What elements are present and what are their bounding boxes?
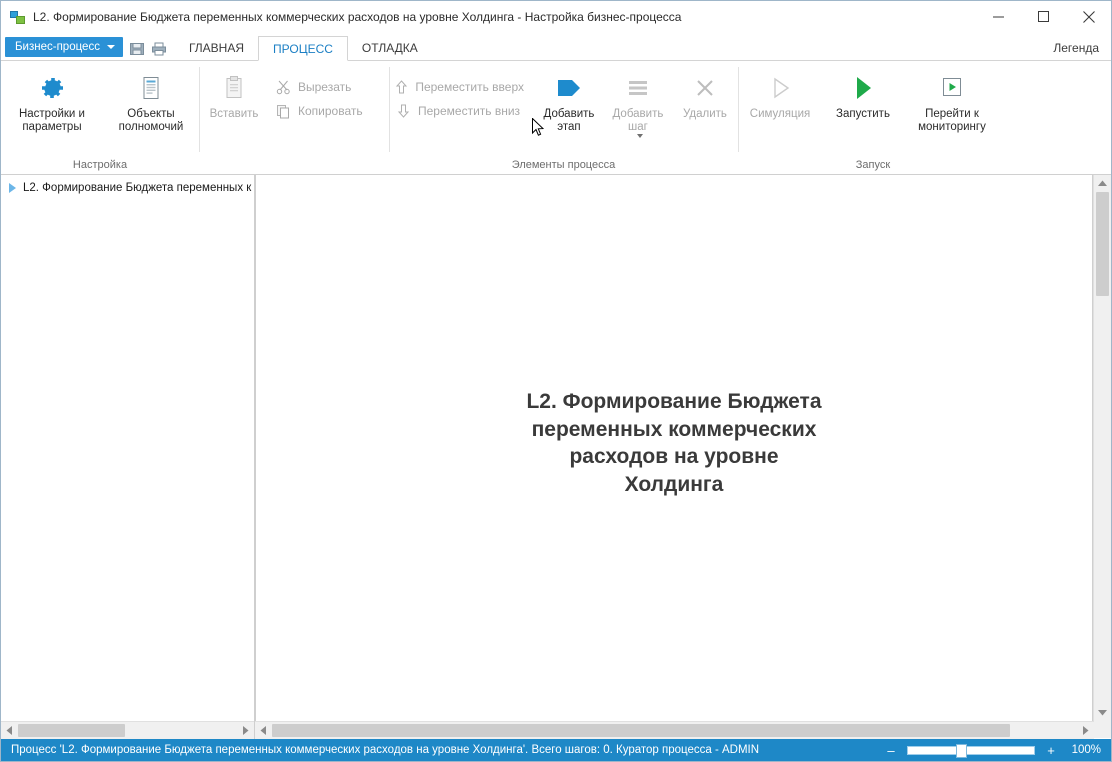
tab-main-label: ГЛАВНАЯ xyxy=(188,40,244,55)
canvas-vertical-scrollbar[interactable] xyxy=(1093,175,1111,721)
quick-access-toolbar xyxy=(129,41,175,57)
arrow-down-icon xyxy=(393,104,413,118)
move-down-button xyxy=(389,99,534,123)
chevron-down-icon xyxy=(107,45,115,49)
process-title: L2. Формирование Бюджета переменных коммерческих расходов на уровне Холдинга xyxy=(526,390,822,496)
delete-button xyxy=(672,65,738,139)
zoom-slider-rail xyxy=(907,746,1035,755)
ribbon-group-setup xyxy=(1,61,199,174)
tab-debug[interactable] xyxy=(348,35,432,60)
scroll-right-arrow-icon[interactable] xyxy=(237,722,254,739)
paste-label: Вставить xyxy=(209,108,259,120)
app-icon xyxy=(10,9,26,25)
tree-item-label: L2. Формирование Бюджета переменных к xyxy=(23,182,252,194)
ribbon-group-setup-label: Настройка xyxy=(72,159,128,171)
gear-icon xyxy=(38,71,66,105)
zoom-slider-handle[interactable] xyxy=(956,744,967,758)
process-tree-pane xyxy=(1,175,255,739)
process-tree xyxy=(1,175,254,721)
zoom-controls xyxy=(884,744,1111,757)
scroll-right-arrow-icon[interactable] xyxy=(1077,722,1094,739)
blue-arrow-icon xyxy=(554,71,584,105)
zoom-level-label: 100% xyxy=(1071,744,1101,756)
canvas-vscroll-track[interactable] xyxy=(1094,192,1111,704)
add-stage-button[interactable] xyxy=(534,65,604,139)
add-step-button xyxy=(604,65,672,139)
add-step-label: Добавить шаг xyxy=(612,108,664,133)
status-bar xyxy=(1,739,1111,761)
close-button[interactable] xyxy=(1066,1,1111,32)
simulation-button xyxy=(738,65,822,139)
process-canvas[interactable] xyxy=(255,175,1093,721)
play-outline-icon xyxy=(767,71,793,105)
maximize-button[interactable] xyxy=(1021,1,1066,32)
diagram-pane xyxy=(255,175,1111,739)
tab-process-label: ПРОЦЕСС xyxy=(273,41,333,56)
copy-icon xyxy=(273,104,293,119)
paste-button xyxy=(199,65,269,139)
tree-hscroll-track[interactable] xyxy=(18,722,237,739)
ribbon-group-clipboard xyxy=(199,61,389,174)
delete-label: Удалить xyxy=(683,108,727,120)
document-icon xyxy=(137,71,165,105)
copy-label: Копировать xyxy=(298,104,363,118)
go-to-monitoring-label: Перейти к мониторингу xyxy=(918,108,986,133)
settings-and-parameters-label: Настройки и параметры xyxy=(18,108,85,133)
move-up-button xyxy=(389,75,534,99)
tree-item-process[interactable] xyxy=(1,179,254,197)
ribbon-tabs xyxy=(175,34,432,60)
simulation-label: Симуляция xyxy=(749,108,811,120)
lines-icon xyxy=(624,71,652,105)
minimize-button[interactable] xyxy=(976,1,1021,32)
scroll-up-arrow-icon[interactable] xyxy=(1094,175,1111,192)
zoom-in-button[interactable]: + xyxy=(1047,742,1055,758)
cut-button xyxy=(269,75,373,99)
clipboard-icon xyxy=(220,71,248,105)
green-play-icon xyxy=(850,71,876,105)
cross-icon xyxy=(692,71,718,105)
ribbon-group-launch xyxy=(738,61,1008,174)
move-up-label: Переместить вверх xyxy=(415,80,524,94)
workspace xyxy=(1,175,1111,739)
add-stage-label: Добавить этап xyxy=(543,108,595,133)
business-process-menu-button[interactable] xyxy=(5,37,123,57)
print-icon[interactable] xyxy=(151,41,167,57)
tree-hscroll-thumb[interactable] xyxy=(18,724,125,737)
zoom-slider[interactable] xyxy=(907,744,1035,757)
go-to-monitoring-button[interactable] xyxy=(904,65,1000,139)
title-bar xyxy=(1,1,1111,34)
scroll-left-arrow-icon[interactable] xyxy=(255,722,272,739)
legend-link[interactable]: Легенда xyxy=(1053,41,1099,55)
ribbon xyxy=(1,61,1111,175)
authority-objects-label: Объекты полномочий xyxy=(118,108,184,133)
ribbon-group-clipboard-label xyxy=(199,171,389,174)
ribbon-tab-strip xyxy=(1,34,1111,61)
chevron-down-icon xyxy=(637,134,643,138)
canvas-vscroll-thumb[interactable] xyxy=(1096,192,1109,296)
status-text: Процесс 'L2. Формирование Бюджета переменных коммерческих расходов на уровне Холдинга'. Всего шагов: 0. Куратор процесса - ADMIN xyxy=(11,744,760,756)
scissors-icon xyxy=(273,80,293,95)
canvas-horizontal-scrollbar[interactable] xyxy=(255,721,1094,739)
scroll-down-arrow-icon[interactable] xyxy=(1094,704,1111,721)
ribbon-group-launch-label: Запуск xyxy=(855,159,891,171)
ribbon-group-process-elements-label: Элементы процесса xyxy=(511,159,616,171)
move-down-label: Переместить вниз xyxy=(418,104,521,118)
tab-debug-label: ОТЛАДКА xyxy=(361,40,418,55)
business-process-menu-label: Бизнес-процесс xyxy=(15,41,100,53)
cut-label: Вырезать xyxy=(298,80,352,94)
start-button[interactable] xyxy=(822,65,904,139)
window-controls xyxy=(976,1,1111,33)
clipboard-small-buttons xyxy=(269,65,373,123)
start-label: Запустить xyxy=(836,108,890,120)
tab-main[interactable] xyxy=(175,35,258,60)
expand-triangle-icon[interactable] xyxy=(9,183,16,193)
save-icon[interactable] xyxy=(129,41,145,57)
window-title: L2. Формирование Бюджета переменных коммерческих расходов на уровне Холдинга - Настройка бизнес-процесса xyxy=(33,10,682,24)
canvas-hscroll-thumb[interactable] xyxy=(272,724,1010,737)
authority-objects-button[interactable] xyxy=(103,65,199,139)
copy-button xyxy=(269,99,373,123)
tree-horizontal-scrollbar[interactable] xyxy=(1,721,254,739)
arrow-up-icon xyxy=(393,80,410,94)
scroll-left-arrow-icon[interactable] xyxy=(1,722,18,739)
scrollbar-corner xyxy=(1094,721,1111,738)
canvas-hscroll-track[interactable] xyxy=(272,722,1077,739)
tab-process[interactable] xyxy=(258,36,348,61)
settings-and-parameters-button[interactable] xyxy=(1,65,103,139)
ribbon-group-process-elements xyxy=(389,61,738,174)
move-buttons xyxy=(389,65,534,123)
monitor-play-icon xyxy=(938,71,966,105)
zoom-out-button[interactable]: – xyxy=(887,742,895,758)
